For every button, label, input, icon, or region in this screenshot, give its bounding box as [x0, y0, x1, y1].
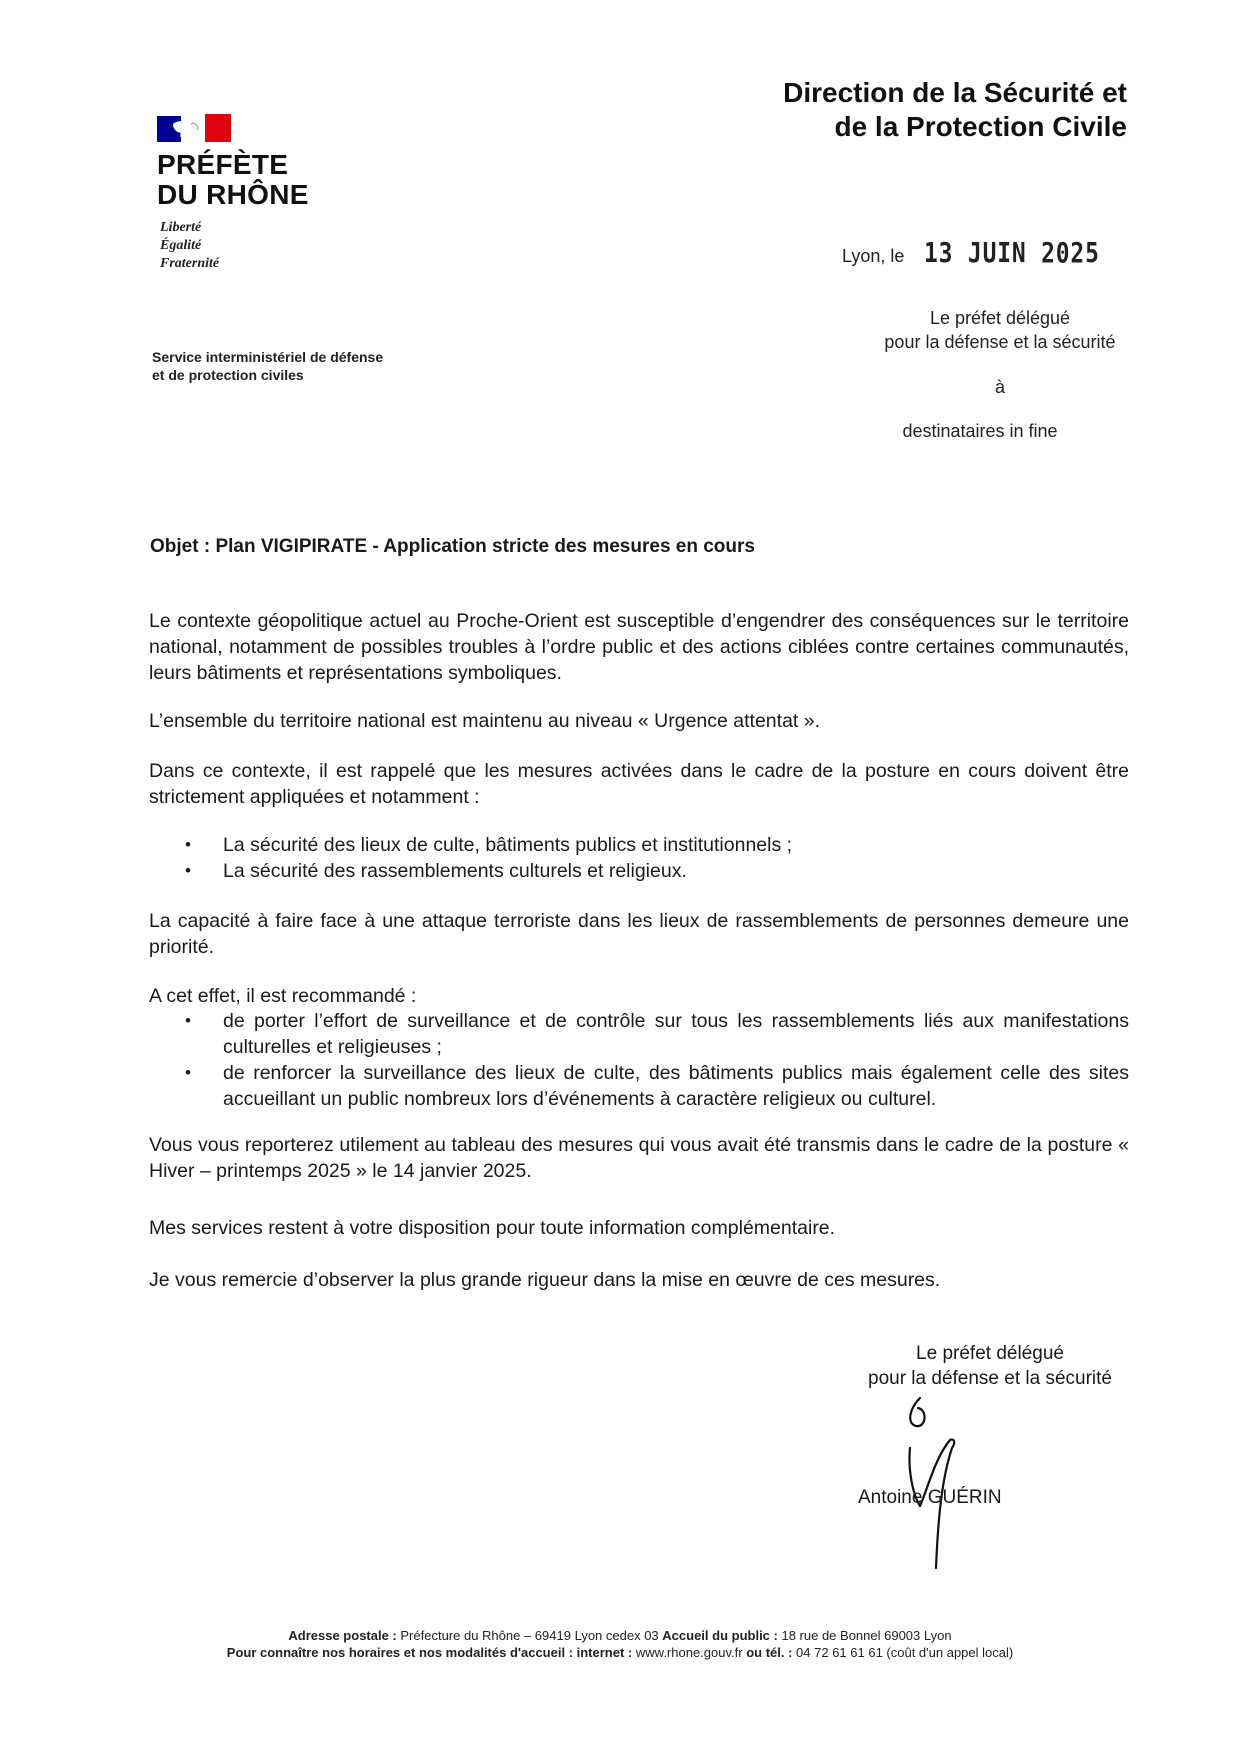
footer: Adresse postale : Préfecture du Rhône – 69419 Lyon cedex 03 Accueil du public : 18 rue de Bonnel 69003 Lyon Pour connaître nos horaires et nos modalités d'accueil : internet : www.rhone.gouv.fr ou tél. : 04 72 61 61 61 (coût d'un appel local): [226, 1628, 1014, 1660]
date-stamp: 13 JUIN 2025: [924, 236, 1101, 269]
list-item: • La sécurité des lieux de culte, bâtiments publics et institutionnels ;: [149, 832, 1129, 858]
list-item: • de porter l’effort de surveillance et de contrôle sur tous les rassemblements liés aux manifestations culturelles et religieuses ;: [149, 1008, 1129, 1060]
letter-subject: Objet : Plan VIGIPIRATE - Application stricte des mesures en cours: [150, 536, 755, 557]
date-line: [842, 236, 1139, 269]
paragraph-measures-intro: Dans ce contexte, il est rappelé que les mesures activées dans le cadre de la posture en cours doivent être strictement appliquées et notamment :: [149, 760, 1129, 808]
date-prefix: Lyon, le: [842, 246, 905, 266]
measures-list: [149, 832, 1129, 884]
republic-motto: Liberté Égalité Fraternité: [160, 220, 220, 271]
signer-title: Le préfet délégué pour la défense et la sécurité: [868, 1343, 1112, 1389]
paragraph-availability: Mes services restent à votre disposition pour toute information complémentaire.: [149, 1217, 836, 1239]
service-name: Service interministériel de défense et de protection civiles: [152, 349, 384, 383]
handwritten-signature: [880, 1378, 990, 1578]
phone-number[interactable]: 04 72 61 61 61: [796, 1645, 883, 1660]
recipients: destinataires in fine: [902, 421, 1058, 441]
prefecture-title: PRÉFÈTE DU RHÔNE: [157, 149, 309, 210]
paragraph-alert-level: L’ensemble du territoire national est maintenu au niveau « Urgence attentat ».: [149, 710, 821, 732]
marianne-flag-logo: [157, 114, 233, 142]
list-item: • La sécurité des rassemblements culturels et religieux.: [149, 858, 1129, 884]
recommendations-list: [149, 1008, 1129, 1112]
to-word: à: [994, 377, 1005, 397]
paragraph-context: Le contexte géopolitique actuel au Proche-Orient est susceptible d’engendrer des conséquences sur le territoire national, notamment de possibles troubles à l’ordre public et des actions ciblées contre certaines communautés, leurs bâtiments et représentations symboliques.: [149, 610, 1129, 684]
sender-block: Le préfet délégué pour la défense et la sécurité: [884, 308, 1116, 352]
list-item: • de renforcer la surveillance des lieux de culte, des bâtiments publics mais également celle des sites accueillant un public nombreux lors d’événements à caractère religieux ou culturel.: [149, 1060, 1129, 1112]
direction-heading: Direction de la Sécurité et de la Protection Civile: [783, 77, 1127, 142]
signer-name: Antoine GUÉRIN: [858, 1487, 1002, 1508]
paragraph-priority: La capacité à faire face à une attaque terroriste dans les lieux de rassemblements de personnes demeure une priorité.: [149, 910, 1129, 958]
paragraph-recommendation-intro: A cet effet, il est recommandé :: [149, 985, 417, 1007]
paragraph-closing: Je vous remercie d’observer la plus grande rigueur dans la mise en œuvre de ces mesures.: [149, 1269, 941, 1291]
paragraph-reference: Vous vous reporterez utilement au tableau des mesures qui vous avait été transmis dans le cadre de la posture « Hiver – printemps 2025 » le 14 janvier 2025.: [149, 1134, 1129, 1182]
website-link[interactable]: www.rhone.gouv.fr: [635, 1645, 743, 1660]
